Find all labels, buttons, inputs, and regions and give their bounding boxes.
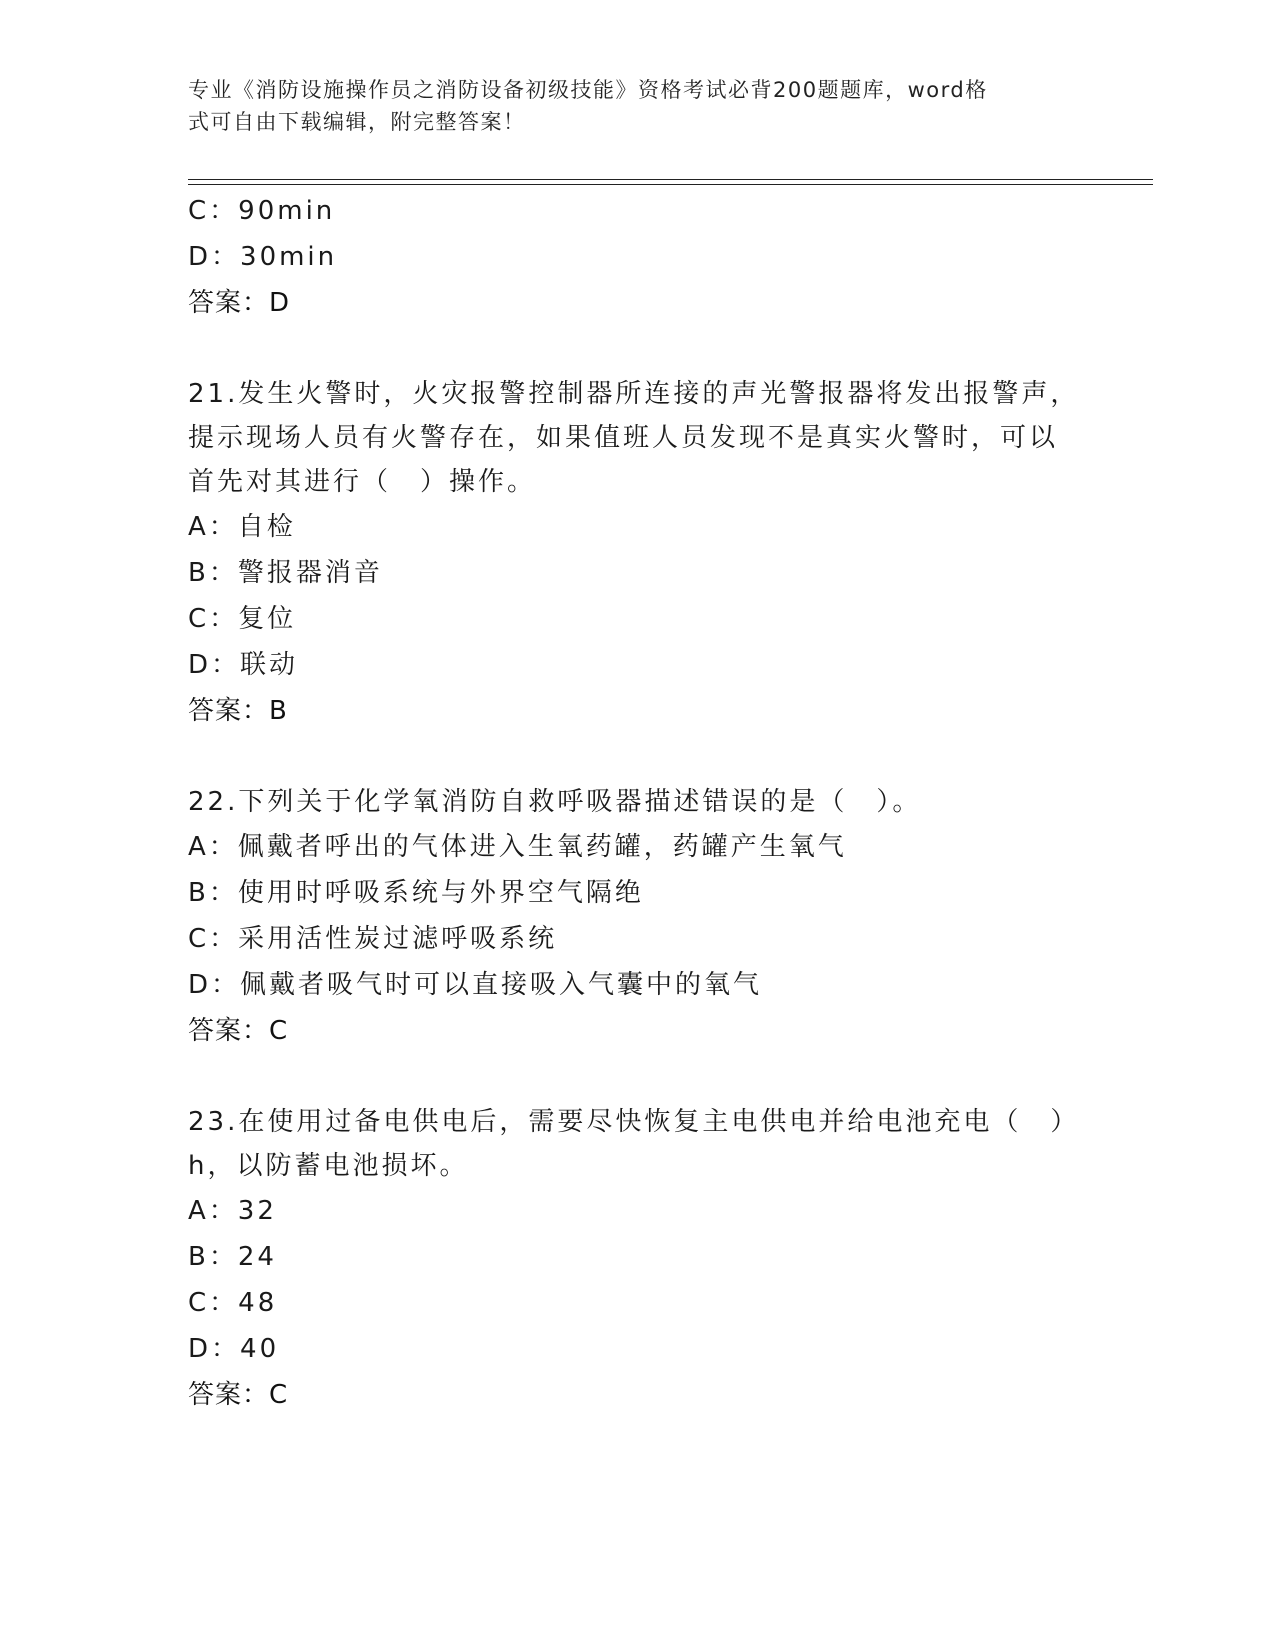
header-divider-top	[188, 179, 1153, 180]
option-d: D：30min	[188, 242, 338, 272]
spacer	[188, 326, 1088, 372]
question-21	[188, 372, 1088, 734]
page-header	[188, 74, 1068, 138]
option-a: A：自检	[188, 512, 296, 542]
option-a: A：佩戴者呼出的气体进入生氧药罐，药罐产生氧气	[188, 832, 847, 862]
question-text-line: 提示现场人员有火警存在，如果值班人员发现不是真实火警时，可以	[188, 423, 1059, 453]
question-20-tail	[188, 188, 1088, 326]
option-c: C：采用活性炭过滤呼吸系统	[188, 924, 558, 954]
option-d: D：佩戴者吸气时可以直接吸入气囊中的氧气	[188, 970, 763, 1000]
option-b: B：使用时呼吸系统与外界空气隔绝	[188, 878, 644, 908]
question-22	[188, 780, 1088, 1054]
header-divider-bottom	[188, 184, 1153, 185]
spacer	[188, 734, 1088, 780]
option-d: D：联动	[188, 650, 299, 680]
question-text-line: 22.下列关于化学氧消防自救呼吸器描述错误的是（ ）。	[188, 787, 922, 817]
option-b: B：24	[188, 1242, 277, 1272]
spacer	[188, 1054, 1088, 1100]
question-text-line: 21.发生火警时，火灾报警控制器所连接的声光警报器将发出报警声，	[188, 379, 1080, 409]
question-23	[188, 1100, 1088, 1418]
answer-line: 答案：D	[188, 288, 291, 318]
question-text-line: 首先对其进行（ ）操作。	[188, 467, 537, 497]
option-c: C：90min	[188, 196, 336, 226]
answer-line: 答案：C	[188, 1380, 289, 1410]
header-line-2: 式可自由下载编辑，附完整答案！	[188, 110, 526, 134]
option-c: C：48	[188, 1288, 278, 1318]
answer-line: 答案：B	[188, 696, 288, 726]
option-b: B：警报器消音	[188, 558, 383, 588]
question-text-line: h，以防蓄电池损坏。	[188, 1151, 469, 1181]
answer-line: 答案：C	[188, 1016, 289, 1046]
question-content	[188, 188, 1088, 1418]
header-line-1: 专业《消防设施操作员之消防设备初级技能》资格考试必背200题题库，word格	[188, 78, 988, 102]
question-text-line: 23.在使用过备电供电后，需要尽快恢复主电供电并给电池充电（ ）	[188, 1107, 1080, 1137]
option-c: C：复位	[188, 604, 297, 634]
option-a: A：32	[188, 1196, 277, 1226]
option-d: D：40	[188, 1334, 280, 1364]
